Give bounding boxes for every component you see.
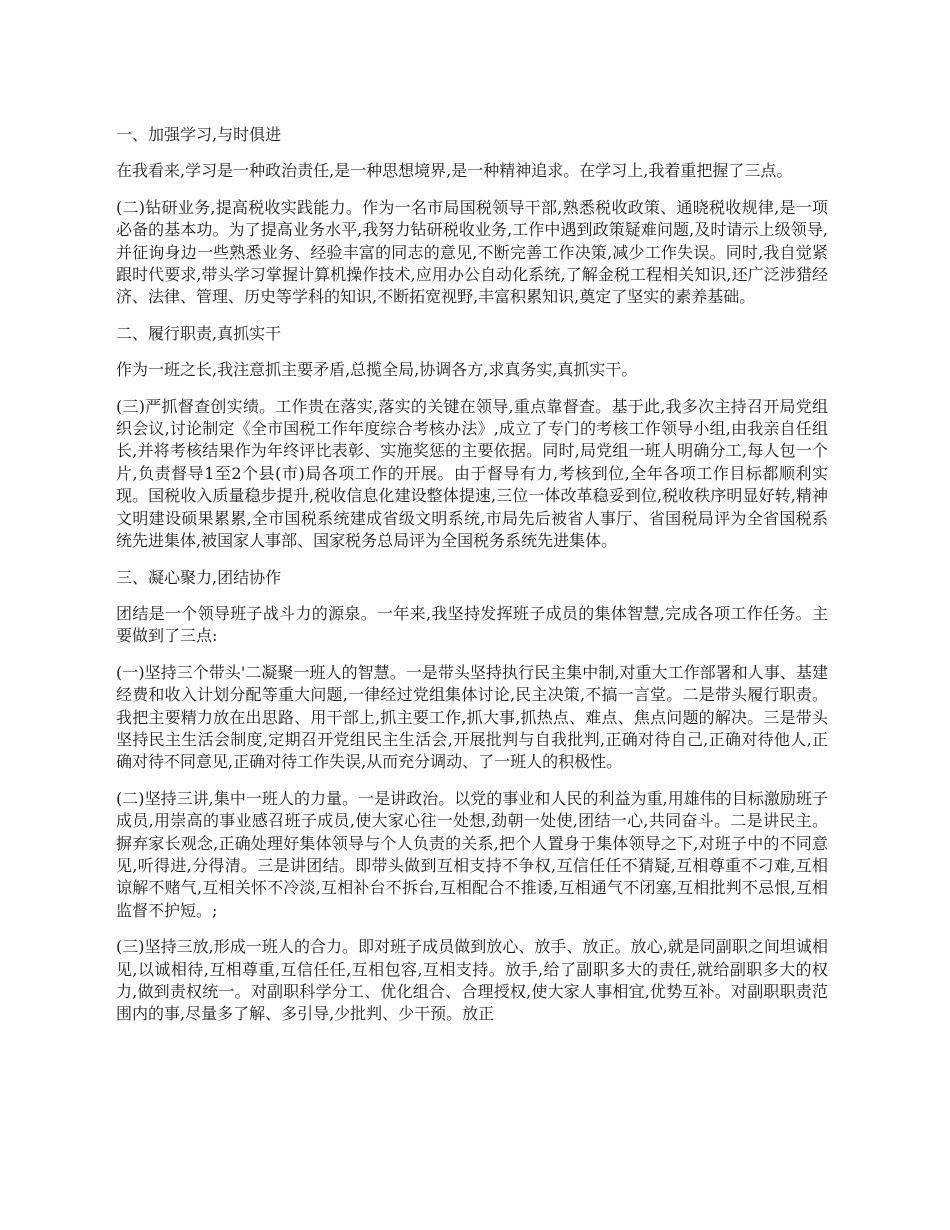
section-heading: 一、加强学习,与时俱进 — [116, 125, 282, 144]
paragraph: (三)严抓督查创实绩。工作贵在落实,落实的关键在领导,重点靠督查。基于此,我多次主持召开局党组织会议,讨论制定《全市国税工作年度综合考核办法》,成立了专门的考核工作领导小组,由我亲自任组长,并将考核结果作为年终评比表彰、实施奖惩的主要依据。同时,局党组一班人明确分工,每人包一个片,负责督导1至2个县(市)局各项工作的开展。由于督导有力,考核到位,全年各项工作目标都顺利实现。国税收入质量稳步提升,税收信息化建设整体提速,三位一体改革稳妥到位,税收秩序明显好转,精神文明建设硕果累累,全市国税系统建成省级文明系统,市局先后被省人事厅、省国税局评为全省国税系统先进集体,被国家人事部、国家税务总局评为全国税务系统先进集体。 — [116, 396, 828, 551]
document-page — [116, 124, 828, 1040]
paragraph: (三)坚持三放,形成一班人的合力。即对班子成员做到放心、放手、放正。放心,就是同副职之间坦诚相见,以诚相待,互相尊重,互信任任,互相包容,互相支持。放手,给了副职多大的责任,就给副职多大的权力,做到责权统一。对副职科学分工、优化组合、合理授权,使大家人事相宜,优势互补。对副职职责范围内的事,尽量多了解、多引导,少批判、少干预。放正 — [116, 937, 828, 1024]
paragraph: (一)坚持三个带头'二凝聚一班人的智慧。一是带头坚持执行民主集中制,对重大工作部署和人事、基建经费和收入计划分配等重大问题,一律经过党组集体讨论,民主决策,不搞一言堂。二是带头履行职责。我把主要精力放在出思路、用干部上,抓主要工作,抓大事,抓热点、难点、焦点问题的解决。三是带头坚持民主生活会制度,定期召开党组民主生活会,开展批判与自我批判,正确对待自己,正确对待他人,正确对待不同意见,正确对待工作失误,从而充分调动、了一班人的积极性。 — [116, 662, 828, 772]
paragraph: (二)钻研业务,提高税收实践能力。作为一名市局国税领导干部,熟悉税收政策、通晓税收规律,是一项必备的基本功。为了提高业务水平,我努力钻研税收业务,工作中遇到政策疑难问题,及时请示上级领导,并征询身边一些熟悉业务、经验丰富的同志的意见,不断完善工作决策,减少工作失误。同时,我自觉紧跟时代要求,带头学习掌握计算机操作技术,应用办公自动化系统,了解金税工程相关知识,还广泛涉猎经济、法律、管理、历史等学科的知识,不断拓宽视野,丰富积累知识,奠定了坚实的素养基础。 — [116, 197, 828, 307]
paragraph: 作为一班之长,我注意抓主要矛盾,总揽全局,协调各方,求真务实,真抓实干。 — [116, 360, 638, 380]
paragraph: (二)坚持三讲,集中一班人的力量。一是讲政治。以党的事业和人民的利益为重,用雄伟的目标激励班子成员,用崇高的事业感召班子成员,使大家心往一处想,劲朝一处使,团结一心,共同奋斗。二是讲民主。摒弃家长观念,正确处理好集体领导与个人负责的关系,把个人置身于集体领导之下,对班子中的不同意见,听得进,分得清。三是讲团结。即带头做到互相支持不争权,互信任任不猜疑,互相尊重不刁难,互相谅解不赌气,互相关怀不冷淡,互相补台不拆台,互相配合不推诿,互相通气不闭塞,互相批判不忌恨,互相监督不护短。; — [116, 788, 828, 920]
section-heading: 三、凝心聚力,团结协作 — [116, 567, 282, 587]
paragraph: 在我看来,学习是一种政治责任,是一种思想境界,是一种精神追求。在学习上,我着重把握了三点。 — [116, 161, 793, 181]
section-heading: 二、履行职责,真抓实干 — [116, 323, 282, 343]
paragraph: 团结是一个领导班子战斗力的源泉。一年来,我坚持发挥班子成员的集体智慧,完成各项工作任务。主要做到了三点: — [116, 603, 828, 646]
